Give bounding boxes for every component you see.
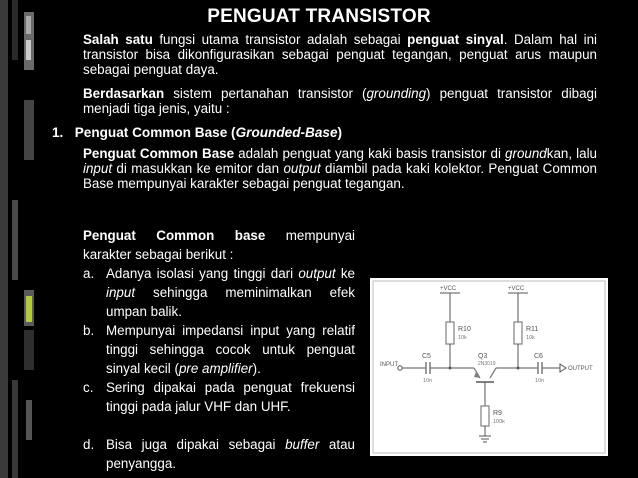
r10-label: R10 xyxy=(458,326,471,333)
r9-label: R9 xyxy=(493,410,502,417)
characteristics-intro: Penguat Common base mempunyai karakter sebagai berikut : xyxy=(83,228,355,262)
list-item-c: c. Sering dipakai pada penguat frekuensi tinggi pada jalur VHF dan UHF. xyxy=(83,380,355,414)
c5-label: C5 xyxy=(422,353,431,360)
resistor-r10 xyxy=(446,322,454,344)
slide-title: PENGUAT TRANSISTOR xyxy=(207,6,431,27)
para4-lead: Penguat Common base xyxy=(83,228,266,243)
common-base-circuit-diagram xyxy=(370,278,608,456)
c6-value: 10n xyxy=(535,378,545,384)
r11-label: R11 xyxy=(526,326,539,333)
input-label: INPUT xyxy=(380,362,398,368)
intro-paragraph: Salah satu fungsi utama transistor adalah sebagai penguat sinyal. Dalam hal ini transistor bisa dikonfigurasikan sebagai penguat tegangan, penguat arus maupun sebagai penguat daya. xyxy=(83,32,597,77)
list-item-a: a. Adanya isolasi yang tinggi dari output ke input sehingga meminimalkan efek umpan balik. xyxy=(83,266,355,319)
output-arrow-icon xyxy=(560,364,566,372)
para1-keyword: penguat sinyal xyxy=(407,32,504,47)
vcc-right-label: +VCC xyxy=(508,286,525,292)
list-item-d: d. Bisa juga dipakai sebagai buffer atau penyangga. xyxy=(83,437,355,471)
vcc-left-label: +VCC xyxy=(440,286,457,292)
output-label: OUTPUT xyxy=(568,366,593,372)
r10-value: 10k xyxy=(458,335,467,341)
input-terminal xyxy=(398,366,402,370)
c5-value: 10n xyxy=(423,378,433,384)
r11-value: 10k xyxy=(526,335,535,341)
section-heading-common-base: 1. Penguat Common Base (Grounded-Base) xyxy=(52,125,343,140)
c6-label: C6 xyxy=(534,353,543,360)
ground-icon xyxy=(479,436,491,442)
r9-value: 100k xyxy=(493,419,505,425)
para3-lead: Penguat Common Base xyxy=(83,146,235,161)
q3-label: Q3 xyxy=(478,353,488,360)
decorative-side-strip xyxy=(0,0,40,478)
resistor-r11 xyxy=(514,322,522,344)
resistor-r9 xyxy=(481,406,489,426)
para2-lead: Berdasarkan xyxy=(83,86,165,101)
q3-part: 2N3019 xyxy=(478,361,496,367)
list-item-b: b. Mempunyai impedansi input yang relatif tinggi sehingga cocok untuk penguat sinyal kecil (pre amplifier). xyxy=(83,323,355,376)
circuit-schematic xyxy=(370,278,608,456)
common-base-definition: Penguat Common Base adalah penguat yang kaki basis transistor di groundkan, lalu input di masukkan ke emitor dan output diambil pada kaki kolektor. Penguat Common Base mempunyai karakter sebagai penguat tegangan. xyxy=(83,146,598,191)
grounding-paragraph: Berdasarkan sistem pertanahan transistor (grounding) penguat transistor dibagi menjadi tiga jenis, yaitu : xyxy=(83,86,597,116)
para1-lead: Salah satu xyxy=(83,32,153,47)
